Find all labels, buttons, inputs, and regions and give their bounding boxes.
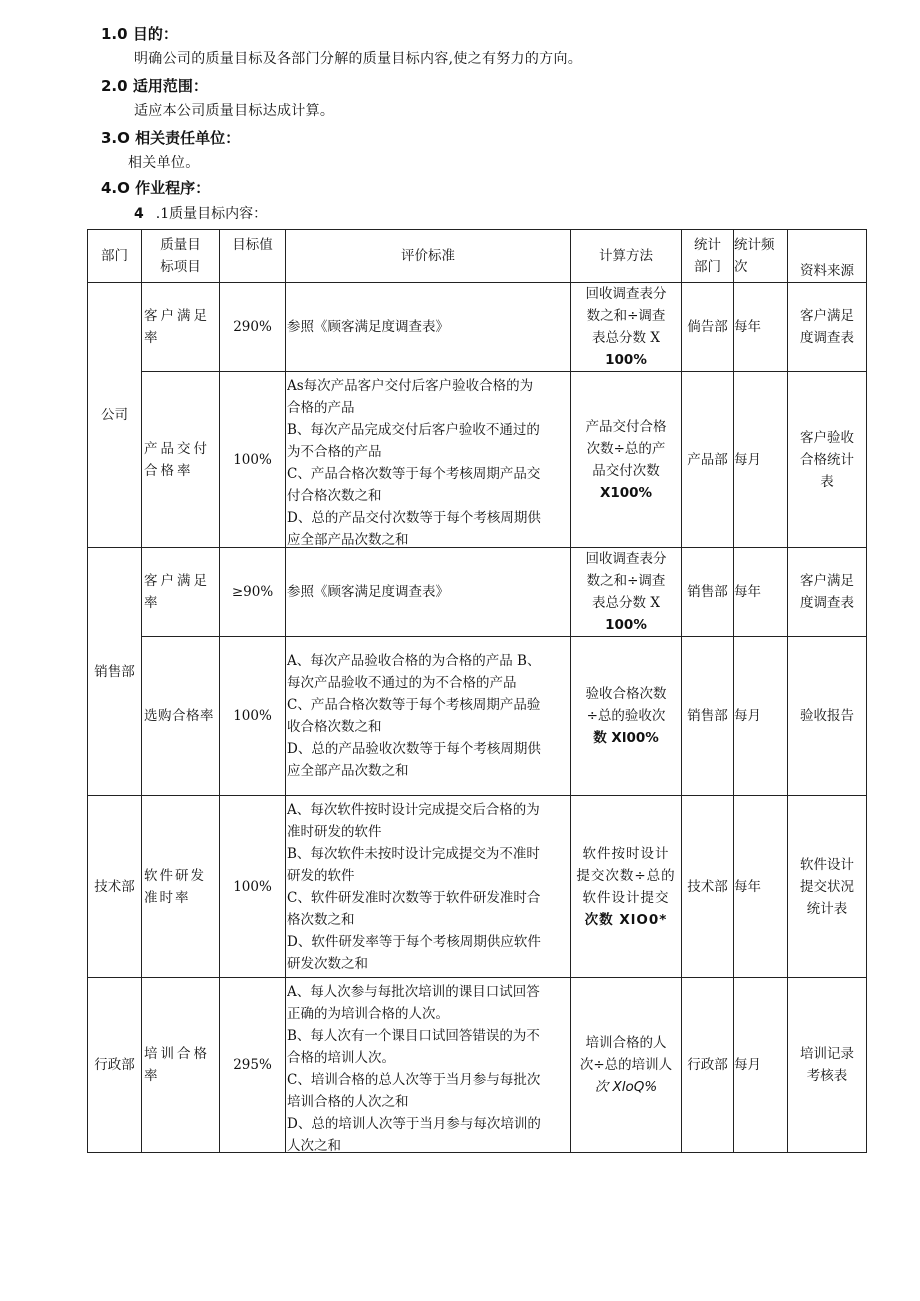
header-freq: 统计频 次 [734, 230, 788, 283]
source-cell: 客户满足 度调查表 [788, 283, 867, 372]
target-cell: 295% [220, 978, 286, 1153]
section-1-body: 明确公司的质量目标及各部门分解的质量目标内容,使之有努力的方向。 [134, 51, 583, 67]
criteria-cell: A、每次软件按时设计完成提交后合格的为 准时研发的软件 B、每次软件未按时设计完成提交为不准时 研发的软件 C、软件研发准时次数等于软件研发准时合 格次数之和 D、软件研发率等于每个考核周期供应软件 研发次数之和 [286, 796, 571, 978]
header-criteria: 评价标准 [286, 230, 571, 283]
section-2-body: 适应本公司质量目标达成计算。 [134, 103, 335, 119]
freq-cell: 每月 [734, 637, 788, 796]
freq-cell: 每年 [734, 548, 788, 637]
freq-cell: 每月 [734, 978, 788, 1153]
item-cell: 培训合格率 [142, 978, 220, 1153]
criteria-cell: As每次产品客户交付后客户验收合格的为 合格的产品 B、每次产品完成交付后客户验收不通过的 为不合格的产品 C、产品合格次数等于每个考核周期产品交 付合格次数之和 D、总的产品交付次数等于每个考核周期供 应全部产品次数之和 [286, 372, 571, 548]
freq-cell: 每年 [734, 796, 788, 978]
header-method: 计算方法 [571, 230, 682, 283]
method-cell: 回收调查表分 数之和÷调查 表总分数 X 100% [571, 283, 682, 372]
source-cell: 软件设计 提交状况 统计表 [788, 796, 867, 978]
method-cell: 回收调查表分 数之和÷调查 表总分数 X 100% [571, 548, 682, 637]
table-row [88, 796, 867, 978]
section-3-heading: 3.O 相关责任单位： [101, 129, 241, 147]
dept-cell: 公司 [88, 283, 142, 548]
quality-targets-table [87, 229, 867, 1153]
stat-dept-cell: 销售部 [682, 637, 734, 796]
source-cell: 客户验收 合格统计 表 [788, 372, 867, 548]
table-row [88, 548, 867, 637]
header-source: 资料来源 [788, 230, 867, 283]
item-cell: 选购合格率 [142, 637, 220, 796]
table-row [88, 978, 867, 1153]
source-cell: 验收报告 [788, 637, 867, 796]
table-row [88, 283, 867, 372]
dept-cell: 技术部 [88, 796, 142, 978]
header-dept: 部门 [88, 230, 142, 283]
target-cell: 100% [220, 372, 286, 548]
target-cell: ≥90% [220, 548, 286, 637]
stat-dept-cell: 技术部 [682, 796, 734, 978]
item-cell: 客户满足率 [142, 548, 220, 637]
stat-dept-cell: 产品部 [682, 372, 734, 548]
source-cell: 客户满足 度调查表 [788, 548, 867, 637]
target-cell: 290% [220, 283, 286, 372]
header-target: 目标值 [220, 230, 286, 283]
header-item: 质量目 标项目 [142, 230, 220, 283]
freq-cell: 每年 [734, 283, 788, 372]
table-row [88, 372, 867, 548]
table-row [88, 637, 867, 796]
section-2-heading: 2.0 适用范围： [101, 77, 208, 95]
header-stat-dept: 统计 部门 [682, 230, 734, 283]
dept-cell: 销售部 [88, 548, 142, 796]
method-cell: 产品交付合格 次数÷总的产 品交付次数 X100% [571, 372, 682, 548]
section-4-heading: 4.O 作业程序： [101, 179, 211, 197]
section-3-body: 相关单位。 [128, 155, 200, 171]
source-cell: 培训记录 考核表 [788, 978, 867, 1153]
criteria-cell: A、每次产品验收合格的为合格的产品 B、 每次产品验收不通过的为不合格的产品 C、产品合格次数等于每个考核周期产品验 收合格次数之和 D、总的产品验收次数等于每个考核周期供 应全部产品次数之和 [286, 637, 571, 796]
target-cell: 100% [220, 796, 286, 978]
section-1-heading: 1.0 目的： [101, 25, 178, 43]
stat-dept-cell: 倘告部 [682, 283, 734, 372]
item-cell: 产品交付合格率 [142, 372, 220, 548]
target-cell: 100% [220, 637, 286, 796]
method-cell: 验收合格次数 ÷总的验收次 数 Xl00% [571, 637, 682, 796]
subsection-heading: 4 .1质量目标内容： [134, 206, 268, 222]
freq-cell: 每月 [734, 372, 788, 548]
criteria-cell: A、每人次参与每批次培训的课目口试回答 正确的为培训合格的人次。 B、每人次有一个课目口试回答错误的为不 合格的培训人次。 C、培训合格的总人次等于当月参与每批次 培训合格的人次之和 D、总的培训人次等于当月参与每次培训的 人次之和 [286, 978, 571, 1153]
dept-cell: 行政部 [88, 978, 142, 1153]
method-cell: 培训合格的人 次÷总的培训人 次 XloQ% [571, 978, 682, 1153]
criteria-cell: 参照《顾客满足度调查表》 [286, 283, 571, 372]
item-cell: 客户满足率 [142, 283, 220, 372]
stat-dept-cell: 销售部 [682, 548, 734, 637]
method-cell: 软件按时设计 提交次数÷总的 软件设计提交 次数 XlO0* [571, 796, 682, 978]
item-cell: 软件研发准时率 [142, 796, 220, 978]
table-header-row [88, 230, 867, 283]
stat-dept-cell: 行政部 [682, 978, 734, 1153]
criteria-cell: 参照《顾客满足度调查表》 [286, 548, 571, 637]
